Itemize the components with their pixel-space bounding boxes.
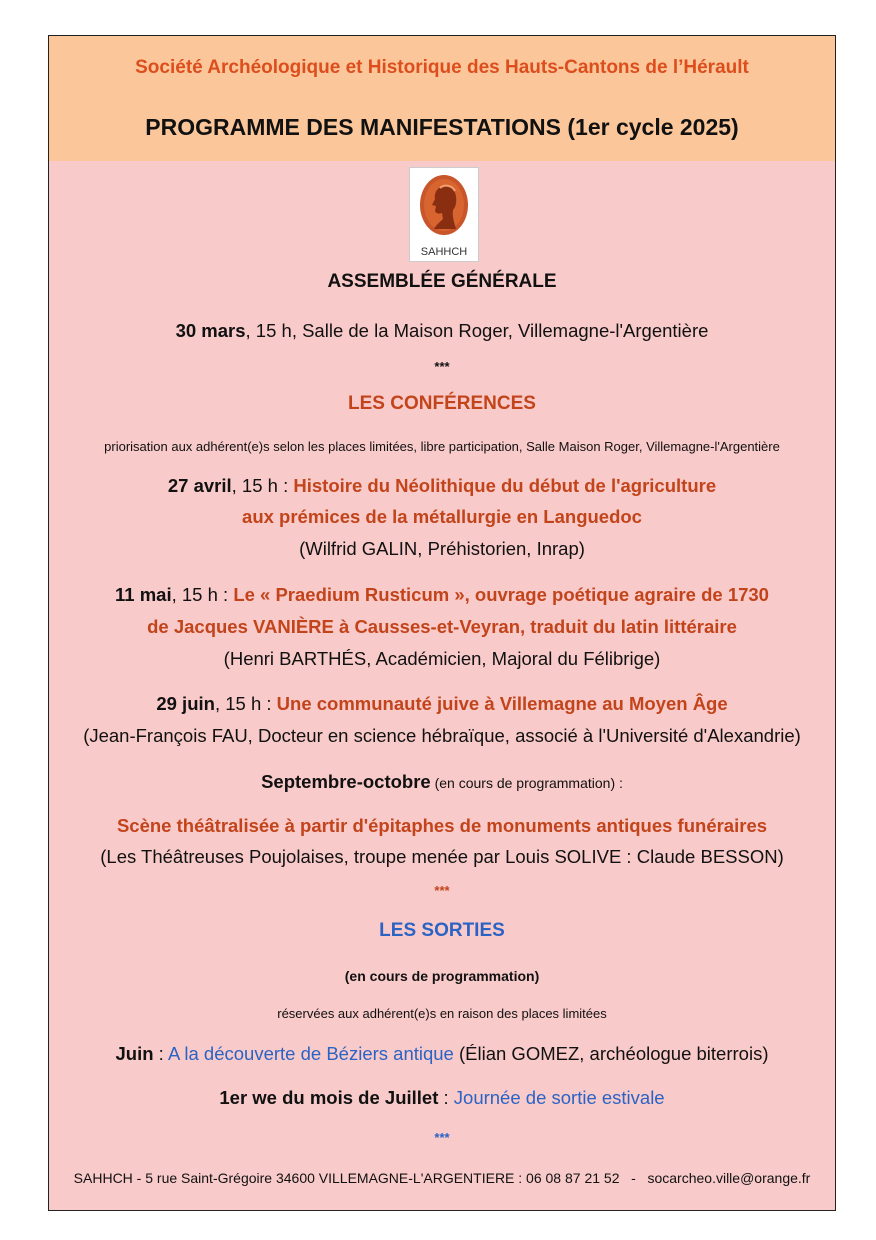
conference-2-title-line2: de Jacques VANIÈRE à Causses-et-Veyran, traduit du latin littéraire <box>147 616 737 637</box>
organization-name: Société Archéologique et Historique des Hauts-Cantons de l’Hérault <box>135 57 749 78</box>
footer-contact: SAHHCH - 5 rue Saint-Grégoire 34600 VILLEMAGNE-L'ARGENTIERE : 06 08 87 21 52 - socarcheo.ville@orange.fr <box>73 1170 811 1186</box>
assembly-heading: ASSEMBLÉE GÉNÉRALE <box>327 271 557 292</box>
autumn-title: Scène théâtralisée à partir d'épitaphes de monuments antiques funéraires <box>116 815 768 836</box>
conferences-note: priorisation aux adhérent(e)s selon les places limitées, libre participation, Salle Maison Roger, Villemagne-l'Argentière <box>104 439 780 454</box>
outing-1-line <box>49 1043 835 1065</box>
assembly-details: , 15 h, Salle de la Maison Roger, Villemagne-l'Argentière <box>245 320 709 341</box>
autumn-date: Septembre-octobre <box>261 771 431 792</box>
conference-3-date: 29 juin <box>156 693 215 714</box>
separator-3: *** <box>434 1130 450 1145</box>
conference-3-speaker: (Jean-François FAU, Docteur en science hébraïque, associé à l'Université d'Alexandrie) <box>83 725 801 746</box>
conference-1-speaker: (Wilfrid GALIN, Préhistorien, Inrap) <box>299 538 585 559</box>
outings-heading: LES SORTIES <box>379 920 505 941</box>
autumn-credits: (Les Théâtreuses Poujolaises, troupe menée par Louis SOLIVE : Claude BESSON) <box>100 846 784 867</box>
outing-2-sep: : <box>438 1087 454 1108</box>
conference-1-title-line2: aux prémices de la métallurgie en Languedoc <box>242 506 642 527</box>
conference-3-line1 <box>49 693 835 715</box>
conference-2-time: , 15 h : <box>171 584 234 605</box>
outing-1-sep: : <box>153 1043 168 1064</box>
outing-1-guide: (Élian GOMEZ, archéologue biterrois) <box>453 1043 769 1064</box>
conference-1-date: 27 avril <box>167 475 232 496</box>
outings-status: (en cours de programmation) <box>344 968 540 984</box>
cameo-portrait-icon <box>416 172 472 238</box>
conference-3-title: Une communauté juive à Villemagne au Moyen Âge <box>276 693 728 714</box>
outing-1-title: A la découverte de Béziers antique <box>167 1043 454 1064</box>
poster-header <box>49 36 835 161</box>
outing-1-date: Juin <box>115 1043 154 1064</box>
conference-2-line1 <box>49 584 835 606</box>
conference-3-time: , 15 h : <box>214 693 277 714</box>
conference-2-speaker: (Henri BARTHÉS, Académicien, Majoral du Félibrige) <box>223 648 661 669</box>
outing-2-line <box>49 1087 835 1109</box>
outing-2-date: 1er we du mois de Juillet <box>219 1087 439 1108</box>
conference-2-date: 11 mai <box>115 584 172 605</box>
assembly-date: 30 mars <box>175 320 246 341</box>
sahhch-logo <box>409 167 479 262</box>
conference-1-title: Histoire du Néolithique du début de l'agriculture <box>293 475 717 496</box>
autumn-status: (en cours de programmation) : <box>430 775 623 791</box>
conference-1-line1 <box>49 475 835 497</box>
autumn-line <box>49 771 835 793</box>
outings-note: réservées aux adhérent(e)s en raison des places limitées <box>277 1006 607 1021</box>
separator-2: *** <box>434 883 450 898</box>
conferences-heading: LES CONFÉRENCES <box>348 393 536 414</box>
conference-1-time: , 15 h : <box>231 475 294 496</box>
logo-label: SAHHCH <box>420 246 468 258</box>
assembly-line <box>49 320 835 342</box>
separator-1: *** <box>434 359 450 374</box>
outing-2-title: Journée de sortie estivale <box>453 1087 665 1108</box>
program-title: PROGRAMME DES MANIFESTATIONS (1er cycle 2025) <box>145 114 739 140</box>
conference-2-title: Le « Praedium Rusticum », ouvrage poétique agraire de 1730 <box>233 584 769 605</box>
program-poster <box>48 35 836 1211</box>
